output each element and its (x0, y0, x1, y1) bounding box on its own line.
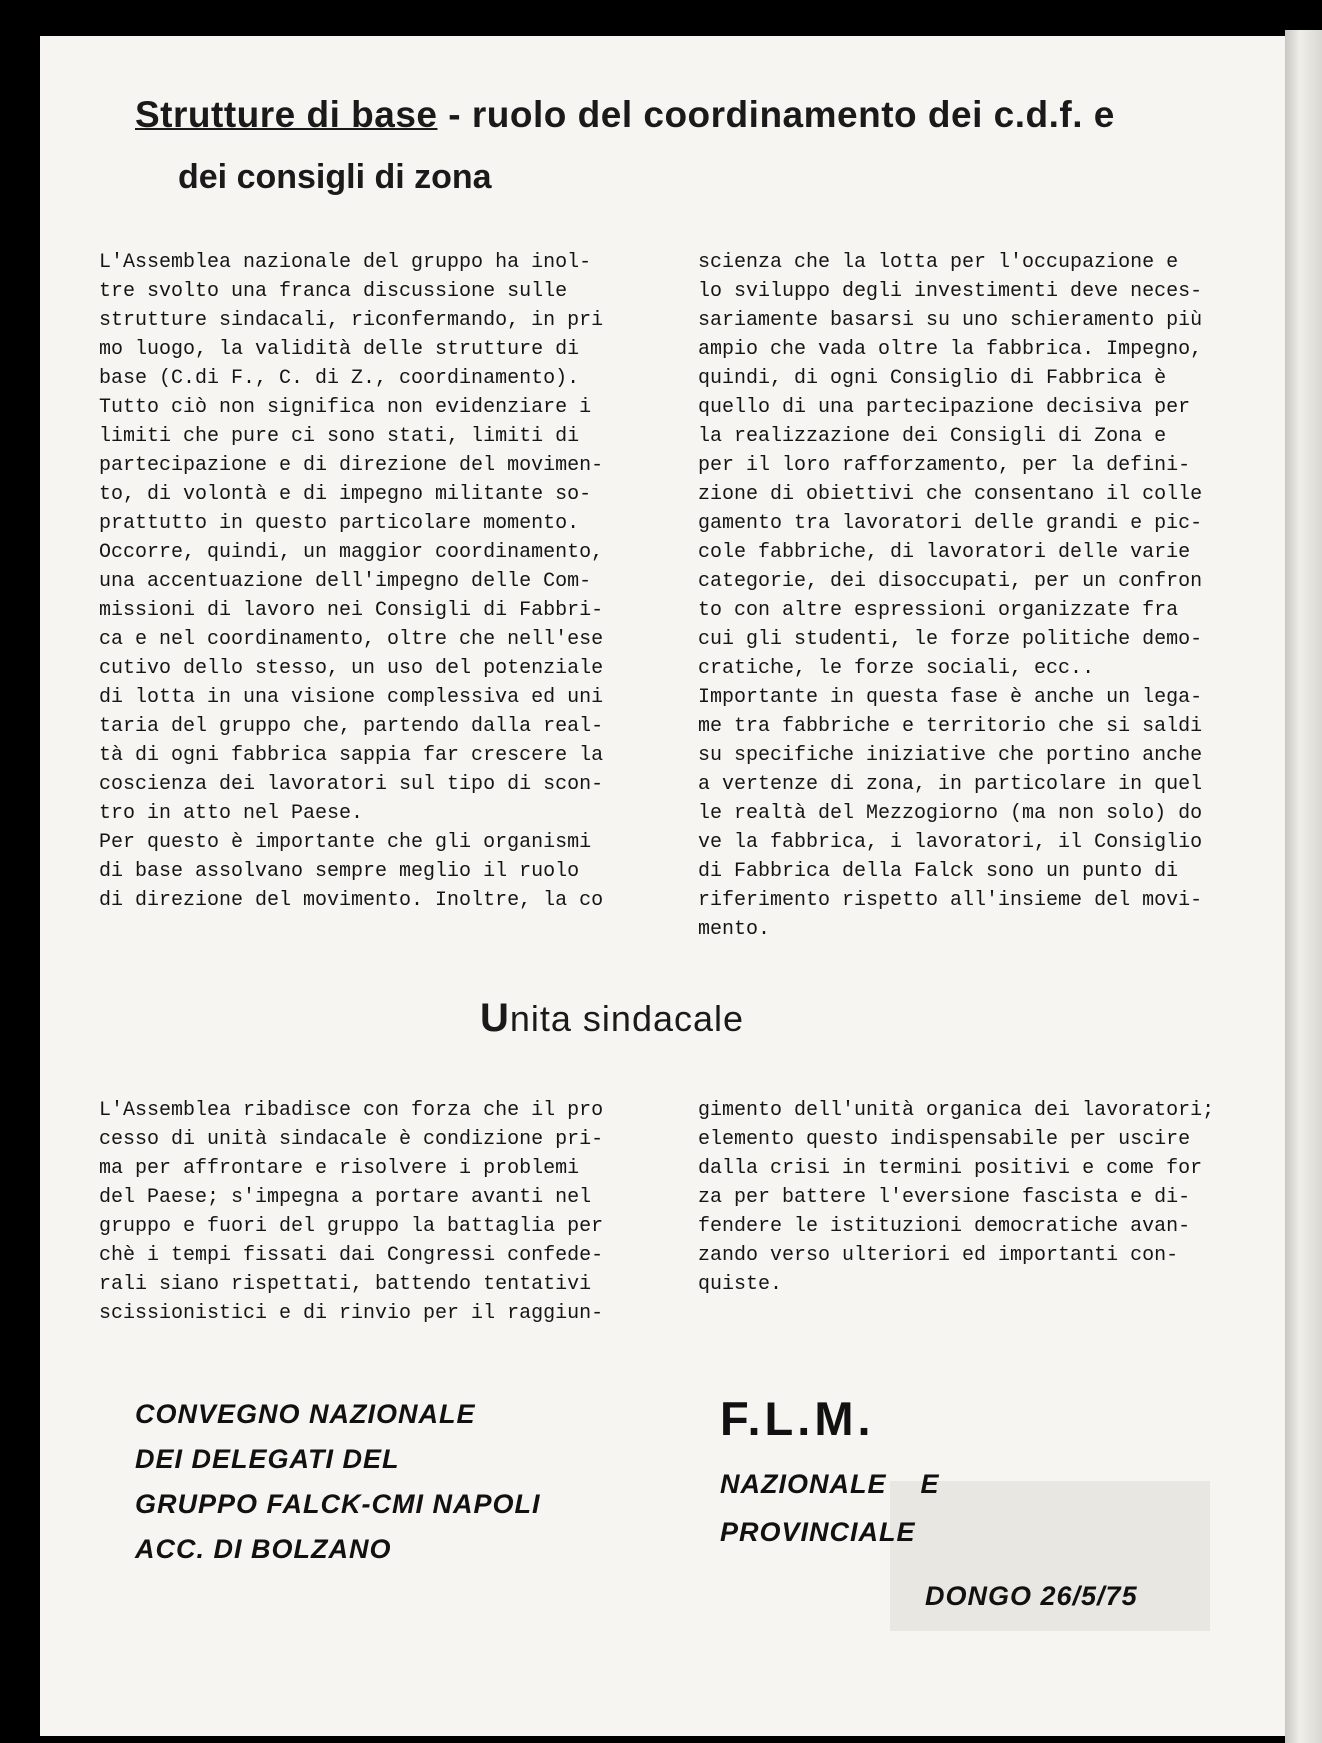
section-title-initial: U (480, 996, 510, 1040)
article-title-rest: - ruolo del coordinamento dei c.d.f. e (437, 94, 1115, 135)
section2-right-column: gimento dell'unità organica dei lavoratori; elemento questo indispensabile per uscire dalla crisi in termini positivi e come for za per battere l'eversione fascista e di- fendere le istituzioni democratiche avan- zando verso ulteriori ed importanti con- quiste. (698, 1099, 1215, 1296)
section1-left-column: L'Assemblea nazionale del gruppo ha inol- tre svolto una franca discussione sulle strutture sindacali, riconfermando, in pri mo luogo, la validità delle strutture di base (C.di F., C. di Z., coordinamento). Tutto ciò non significa non evidenziare i limiti che pure ci sono stati, limiti di partecipazione e di direzione del movimen- to, di volontà e di impegno militante so- prattutto in questo particolare momento. Occorre, quindi, un maggior coordinamento, una accentuazione dell'impegno delle Com- missioni di lavoro nei Consigli di Fabbri- ca e nel coordinamento, oltre che nell'ese cutivo dello stesso, un uso del potenziale di lotta in una visione complessiva ed uni taria del gruppo che, partendo dalla real- tà di ogni fabbrica sappia far crescere la coscienza dei lavoratori sul tipo di scon- tro in atto nel Paese. Per questo è importante che gli organismi di base assolvano sempre meglio il ruolo di direzione del movimento. Inoltre, la co (99, 251, 604, 912)
article-title-line2: dei consigli di zona (178, 158, 492, 196)
document-page (40, 36, 1290, 1736)
section1-right-column: scienza che la lotta per l'occupazione e lo sviluppo degli investimenti deve neces- sariamente basarsi su uno schieramento più ampio che vada oltre la fabbrica. Impegno, quindi, di ogni Consiglio di Fabbrica è quello di una partecipazione decisiva per la realizzazione dei Consigli di Zona e per il loro rafforzamento, per la defini- zione di obiettivi che consentano il colle gamento tra lavoratori delle grandi e pic- cole fabbriche, di lavoratori delle varie categorie, dei disoccupati, per un confron to con altre espressioni organizzate fra cui gli studenti, le forze politiche demo- cratiche, le forze sociali, ecc.. Importante in questa fase è anche un lega- me tra fabbriche e territorio che si saldi su specifiche iniziative che portino anche a vertenze di zona, in particolare in quel le realtà del Mezzogiorno (ma non solo) do ve la fabbrica, i lavoratori, il Consiglio di Fabbrica della Falck sono un punto di riferimento rispetto all'insieme del movi- mento. (698, 251, 1203, 941)
section2-left-column: L'Assemblea ribadisce con forza che il pro cesso di unità sindacale è condizione pri- ma per affrontare e risolvere i problemi del Paese; s'impegna a portare avanti nel gruppo e fuori del gruppo la battaglia per chè i tempi fissati dai Congressi confede- rali siano rispettati, battendo tentativi scissionistici e di rinvio per il raggiun- (99, 1099, 604, 1325)
article-title (135, 94, 1115, 136)
next-page-edge (1285, 30, 1322, 1743)
section-title-unita-sindacale (480, 996, 744, 1041)
section-title-rest: nita sindacale (509, 998, 745, 1039)
date-handwritten: DONGO 26/5/75 (925, 1581, 1138, 1611)
nazionale-provinciale-handwritten: NAZIONALE E PROVINCIALE (720, 1469, 940, 1547)
flm-handwritten: F.L.M. (720, 1392, 875, 1445)
convegno-handwritten: CONVEGNO NAZIONALE DEI DELEGATI DEL GRUPPO FALCK-CMI NAPOLI ACC. DI BOLZANO (135, 1399, 541, 1564)
article-title-underlined: Strutture di base (135, 94, 438, 135)
